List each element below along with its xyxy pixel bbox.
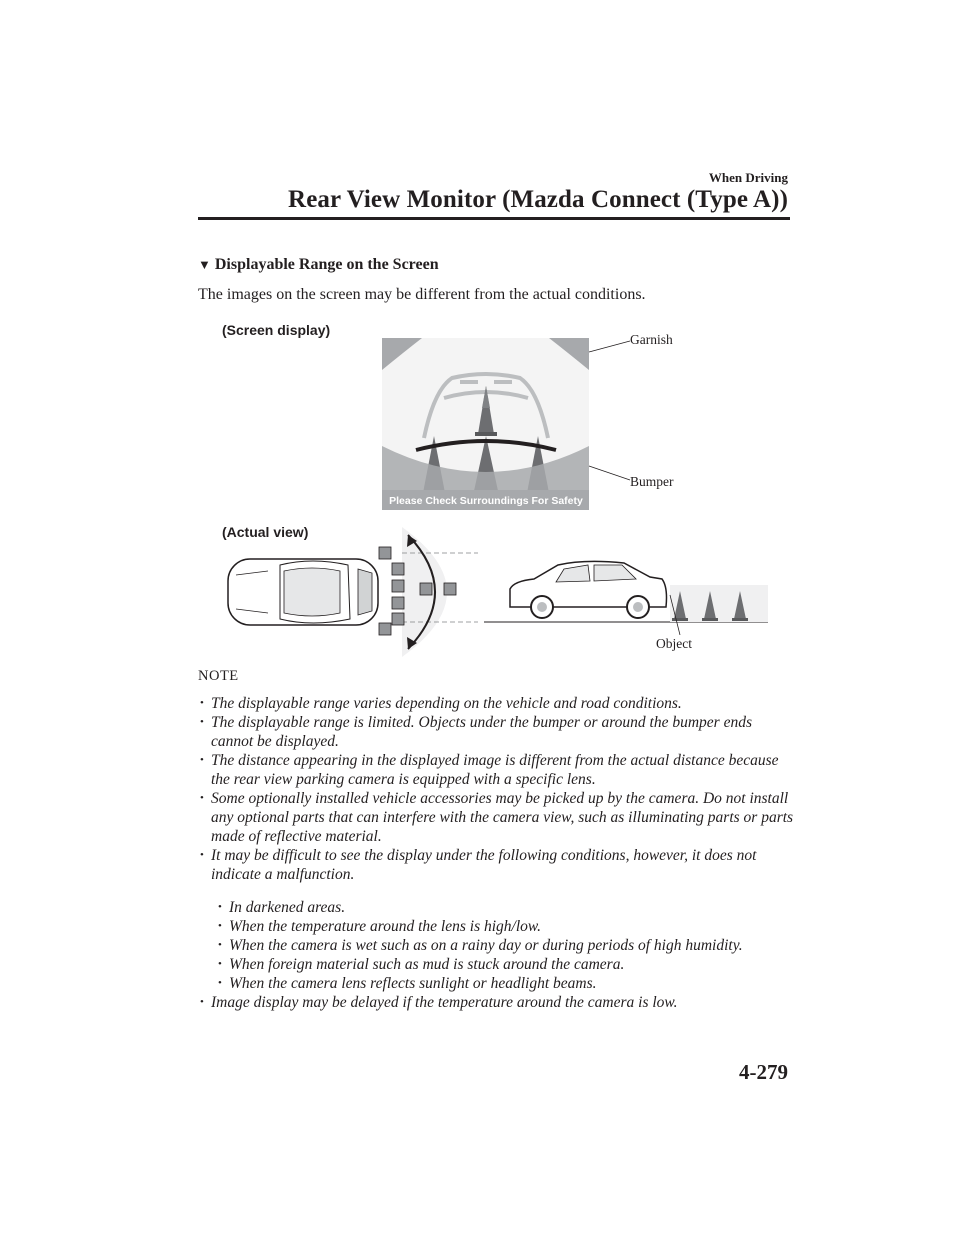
actual-view-label: (Actual view)	[222, 524, 309, 540]
note-sub-item: • When the camera lens reflects sunlight or headlight beams.	[216, 974, 798, 993]
intro-paragraph: The images on the screen may be different from the actual conditions.	[198, 286, 646, 303]
screen-banner-text: Please Check Surroundings For Safety	[389, 495, 583, 507]
section-label: When Driving	[708, 170, 788, 185]
note-sub-item: • When the temperature around the lens is high/low.	[216, 917, 798, 936]
note-item: • Image display may be delayed if the temperature around the camera is low.	[198, 993, 798, 1012]
note-item: • The distance appearing in the displayed image is different from the actual distance because the rear view parking camera is equipped with a specific lens.	[198, 751, 798, 789]
note-item: • Some optionally installed vehicle accessories may be picked up by the camera. Do not install any optional parts that can interfere with the camera view, such as illuminating parts or parts made of reflective material.	[198, 789, 798, 846]
note-sub-item: • When foreign material such as mud is stuck around the camera.	[216, 955, 798, 974]
object-callout: Object	[656, 636, 692, 651]
top-view-illustration	[222, 525, 478, 660]
note-label: NOTE	[198, 668, 239, 684]
note-item: • The displayable range varies depending on the vehicle and road conditions.	[198, 694, 798, 713]
page-title: Rear View Monitor (Mazda Connect (Type A))	[288, 186, 788, 213]
page-number: 4-279	[739, 1060, 788, 1084]
garnish-callout: Garnish	[630, 332, 673, 347]
section-heading	[198, 256, 439, 274]
note-sub-item: • In darkened areas.	[216, 898, 798, 917]
triangle-down-icon: ▼	[198, 257, 211, 272]
note-item: • It may be difficult to see the display under the following conditions, however, it does not indicate a malfunction.	[198, 846, 798, 884]
note-list	[198, 694, 798, 1012]
screen-display-illustration	[382, 338, 632, 512]
note-item: • The displayable range is limited. Objects under the bumper or around the bumper ends cannot be displayed.	[198, 713, 798, 751]
bumper-callout: Bumper	[630, 474, 674, 489]
section-heading-text: Displayable Range on the Screen	[214, 256, 439, 273]
title-rule	[198, 217, 790, 220]
side-view-illustration	[484, 555, 768, 635]
screen-display-label: (Screen display)	[222, 322, 331, 338]
note-sub-item: • When the camera is wet such as on a rainy day or during periods of high humidity.	[216, 936, 798, 955]
